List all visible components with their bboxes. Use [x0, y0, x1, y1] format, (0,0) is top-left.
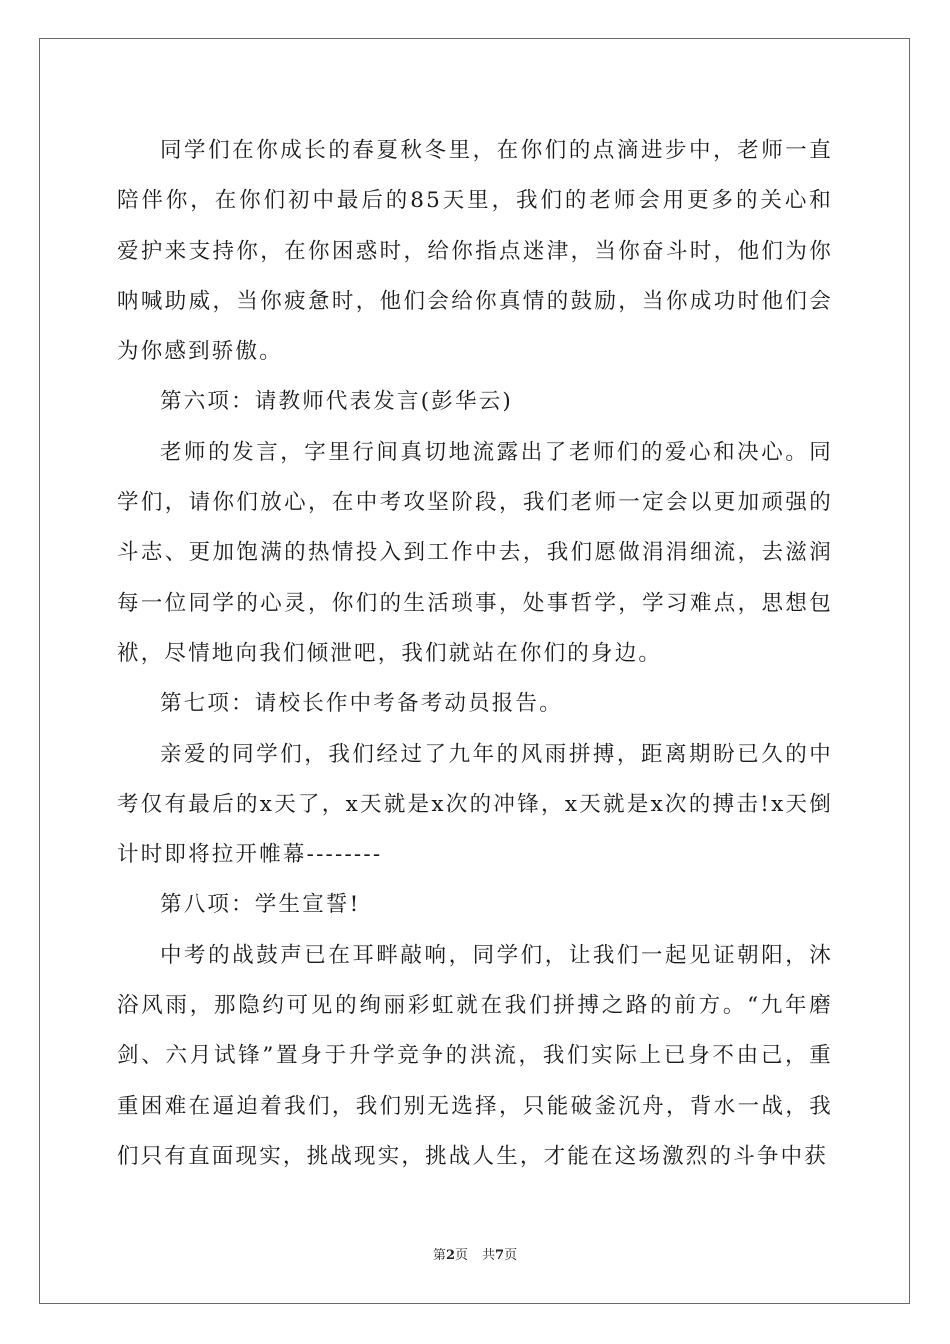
footer-prefix: 第	[432, 1248, 446, 1263]
paragraph-2-heading: 第六项：请教师代表发言(彭华云)	[160, 389, 513, 415]
paragraph-6-heading: 第八项：学生宣誓!	[160, 892, 361, 918]
paragraph-7: 中考的战鼓声已在耳畔敲响，同学们，让我们一起见证朝阳，沐浴风雨，那隐约可见的绚丽彩虹就在我们拼搏之路的前方。“九年磨剑、六月试锋”置身于升学竞争的洪流，我们实际上已身不由己，重重困难在逼迫着我们，我们别无选择，只能破釜沉舟，背水一战，我们只有直面现实，挑战现实，挑战人生，才能在这场激烈的斗争中获	[117, 942, 833, 1169]
document-body	[117, 126, 833, 1182]
current-page-number: 2	[445, 1248, 455, 1263]
total-page-count: 7	[495, 1248, 505, 1263]
page-footer	[0, 1247, 950, 1265]
footer-total-unit: 页	[504, 1248, 518, 1263]
footer-page-unit: 页	[454, 1248, 468, 1263]
paragraph-4-heading: 第七项：请校长作中考备考动员报告。	[160, 691, 563, 717]
paragraph-3: 老师的发言，字里行间真切地流露出了老师们的爱心和决心。同学们，请你们放心，在中考攻坚阶段，我们老师一定会以更加顽强的斗志、更加饱满的热情投入到工作中去，我们愿做涓涓细流，去滋润每一位同学的心灵，你们的生活琐事，处事哲学，学习难点，思想包袱，尽情地向我们倾泄吧，我们就站在你们的身边。	[117, 439, 833, 666]
paragraph-1: 同学们在你成长的春夏秋冬里，在你们的点滴进步中，老师一直陪伴你，在你们初中最后的85天里，我们的老师会用更多的关心和爱护来支持你，在你困惑时，给你指点迷津，当你奋斗时，他们为你呐喊助威，当你疲惫时，他们会给你真情的鼓励，当你成功时他们会为你感到骄傲。	[117, 138, 833, 365]
paragraph-5: 亲爱的同学们，我们经过了九年的风雨拼搏，距离期盼已久的中考仅有最后的x天了，x天就是x次的冲锋，x天就是x次的搏击!x天倒计时即将拉开帷幕--------	[117, 741, 833, 868]
footer-total-prefix: 共	[482, 1248, 496, 1263]
